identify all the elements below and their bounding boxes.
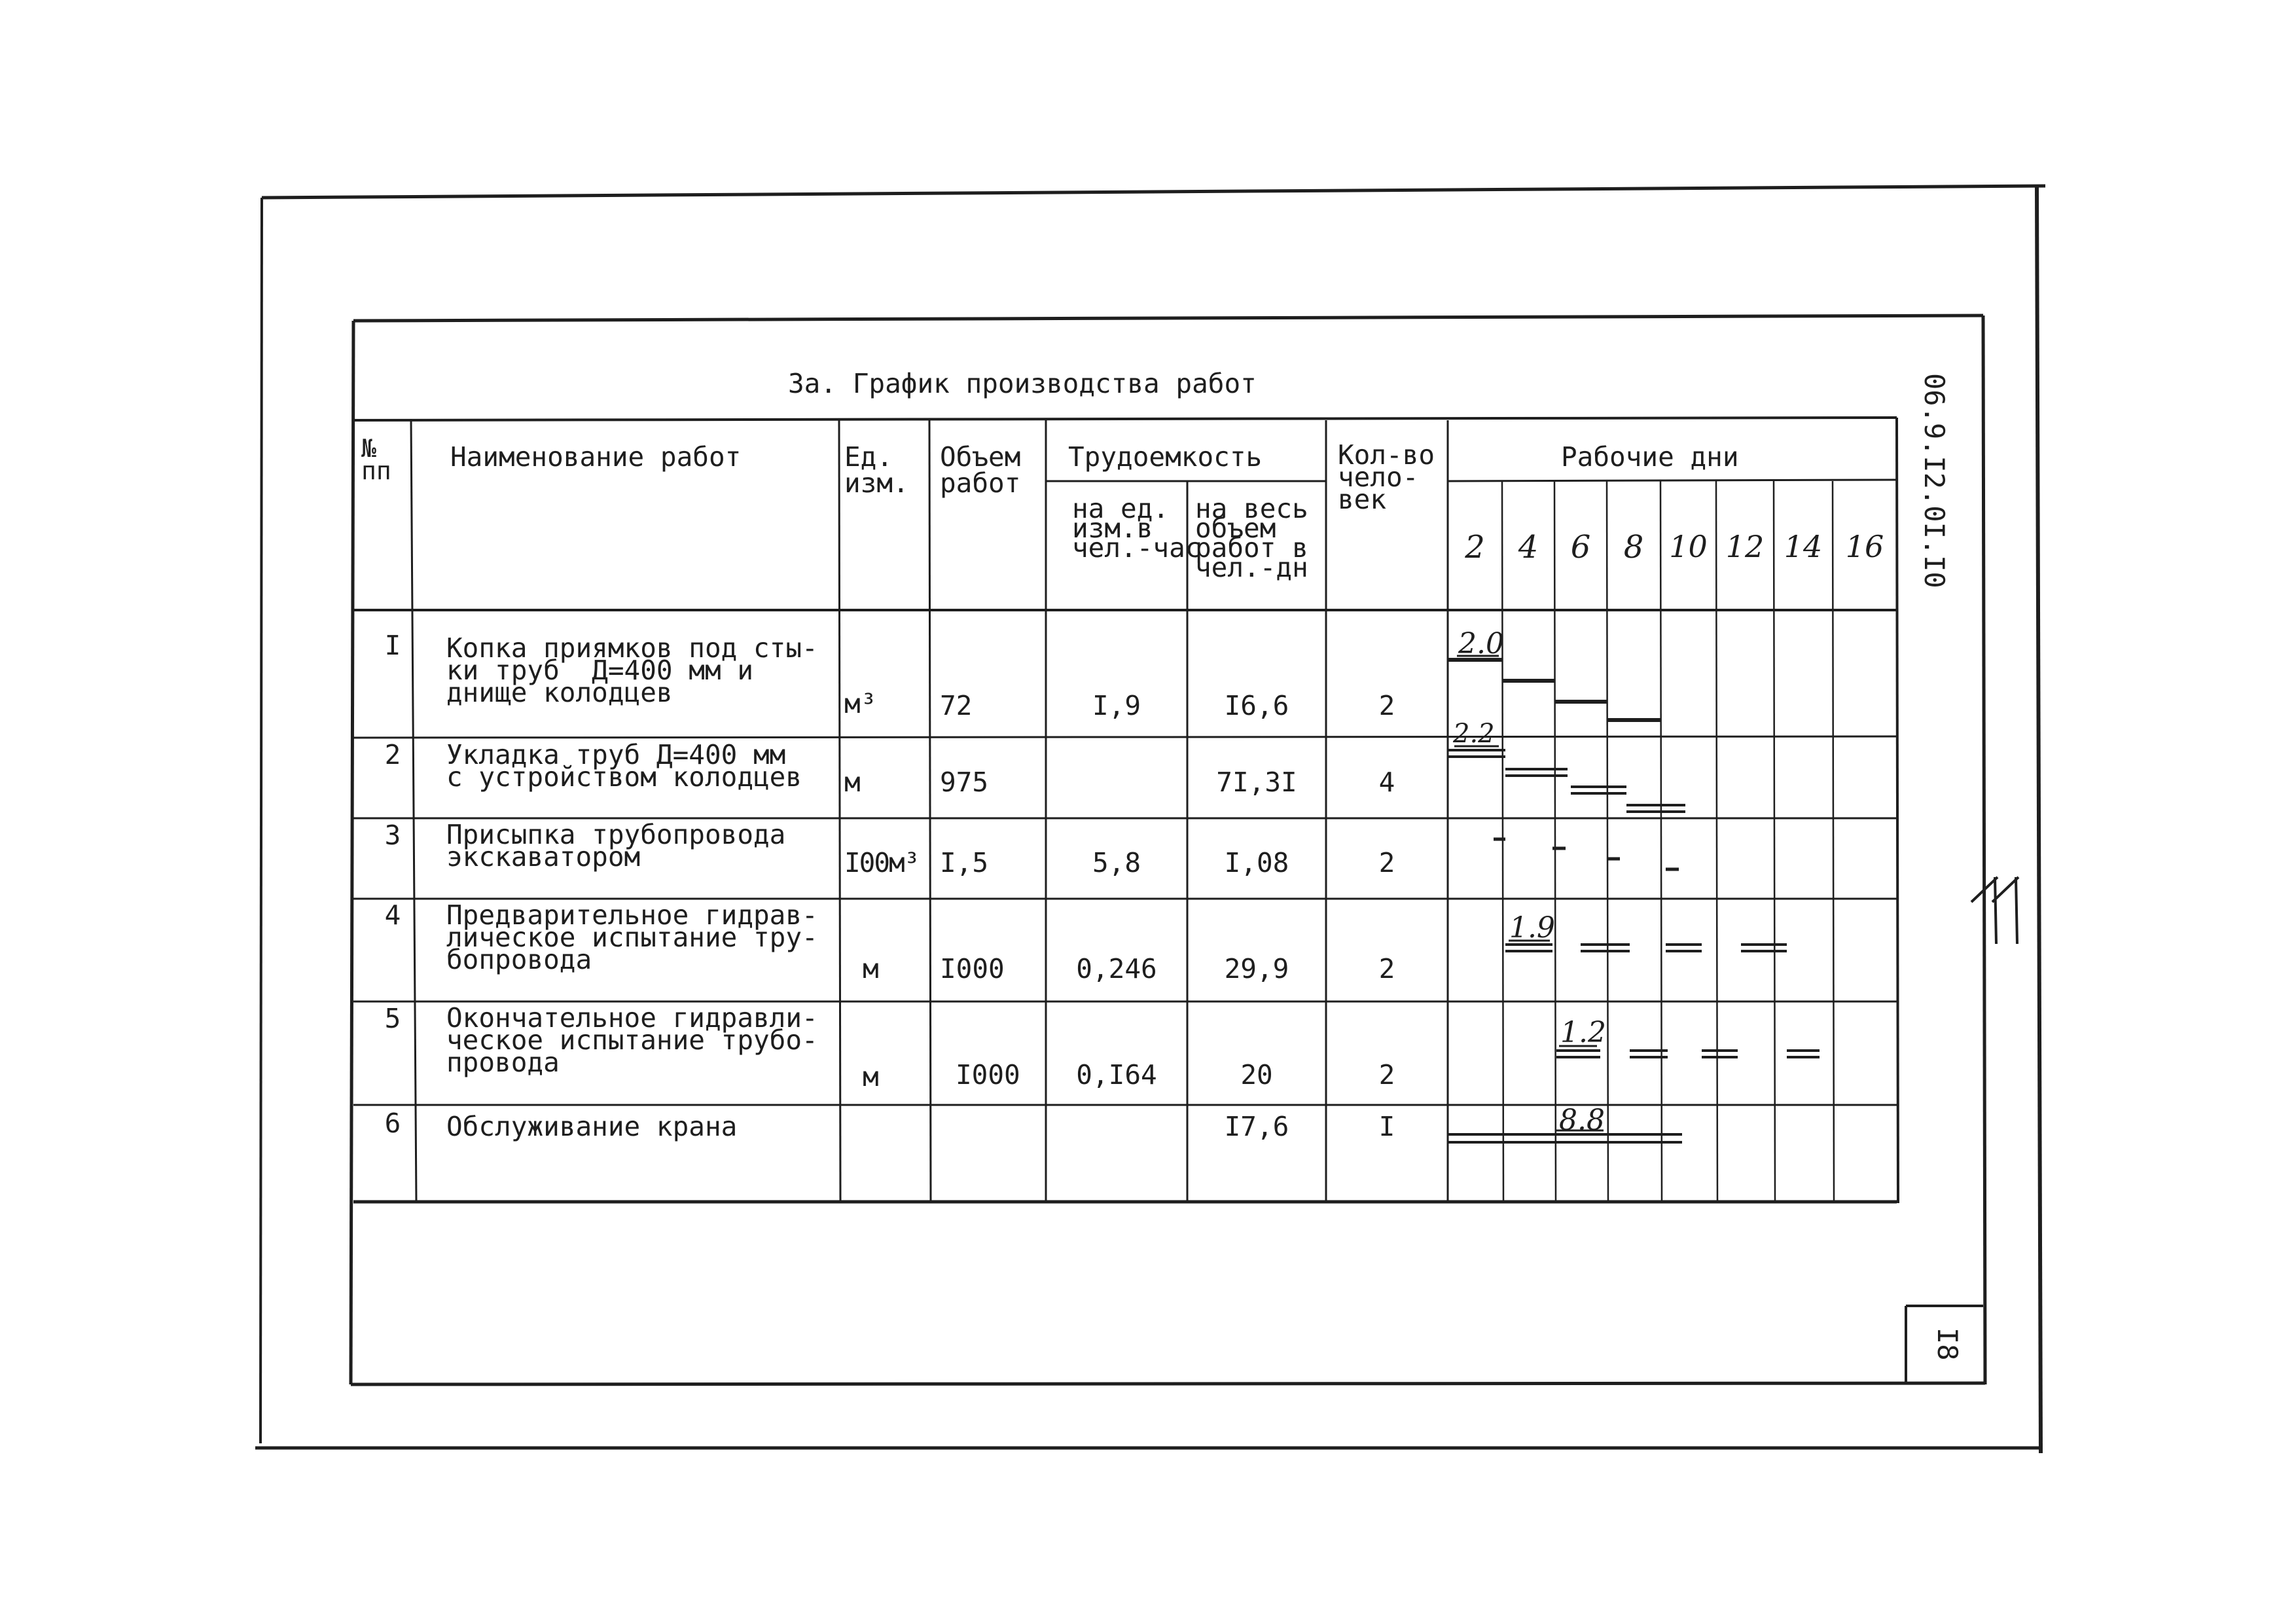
- header-unit: Ед. изм.: [844, 441, 909, 499]
- page-title: 3а. График производства работ: [788, 368, 1257, 399]
- row-num: I: [384, 630, 401, 661]
- gantt-label: 8.8: [1559, 1104, 1605, 1137]
- row-people: 2: [1378, 953, 1395, 984]
- row-labor-total: I,08: [1224, 847, 1289, 878]
- handwritten-mark: [2029, 890, 2030, 891]
- row-volume: I,5: [940, 847, 989, 878]
- row-unit: м: [863, 953, 879, 984]
- row-name: Обслуживание крана: [446, 1111, 738, 1142]
- row-volume: 975: [940, 767, 989, 798]
- day-number: 6: [1570, 529, 1591, 566]
- row-volume: I000: [956, 1059, 1020, 1091]
- day-number: 14: [1784, 529, 1823, 564]
- day-number: 12: [1725, 529, 1765, 564]
- row-labor-total: I7,6: [1224, 1111, 1289, 1142]
- row-unit: м: [844, 767, 861, 798]
- gantt-label: 2.2: [1453, 719, 1495, 749]
- row-num: 5: [384, 1003, 401, 1034]
- row-labor-unit: 5,8: [1092, 847, 1141, 878]
- row-name: Предварительное гидрав- лическое испытание тру- бопровода: [446, 899, 818, 975]
- header-name: Наименование работ: [450, 441, 742, 473]
- row-labor-total: 29,9: [1224, 953, 1289, 984]
- row-num: 4: [384, 899, 401, 931]
- header-people: Кол-во чело- век: [1338, 439, 1435, 515]
- row-labor-unit: I,9: [1092, 690, 1141, 721]
- row-num: 6: [384, 1108, 401, 1139]
- header-labor: Трудоемкость: [1068, 441, 1263, 473]
- row-labor-total: 7I,3I: [1216, 767, 1297, 798]
- row-name: Копка приямков под сты- ки труб Д=400 мм и днище колодцев: [446, 632, 818, 708]
- row-name: Присыпка трубопровода экскаватором: [446, 819, 786, 873]
- gantt-label: 1.2: [1560, 1016, 1606, 1049]
- row-labor-total: I6,6: [1224, 690, 1289, 721]
- row-unit: м: [863, 1061, 879, 1092]
- row-name: Укладка труб Д=400 мм с устройством колодцев: [446, 739, 802, 793]
- row-people: 2: [1378, 690, 1395, 721]
- page-number: I8: [1931, 1327, 1964, 1361]
- day-number: 10: [1669, 529, 1708, 564]
- row-people: 4: [1378, 767, 1395, 798]
- day-number: 16: [1845, 529, 1884, 564]
- row-num: 2: [384, 739, 401, 770]
- row-unit: м³: [844, 688, 877, 719]
- header-labor-total: на весь объем работ в чел.-дн: [1195, 493, 1308, 583]
- row-volume: 72: [940, 690, 973, 721]
- header-num: № пп: [361, 434, 391, 485]
- row-people: 2: [1378, 1059, 1395, 1091]
- row-volume: I000: [940, 953, 1005, 984]
- header-volume: Объем работ: [940, 441, 1021, 499]
- row-people: I: [1378, 1111, 1395, 1142]
- row-people: 2: [1378, 847, 1395, 878]
- header-labor-unit: на ед. изм.в чел.-час: [1072, 493, 1202, 564]
- header-days: Рабочие дни: [1561, 441, 1739, 473]
- document-code: 06.9.I2.0I.I0: [1918, 373, 1950, 588]
- row-labor-total: 20: [1240, 1059, 1273, 1091]
- day-number: 4: [1518, 529, 1539, 566]
- row-name: Окончательное гидравли- ческое испытание трубо- провода: [446, 1002, 818, 1078]
- day-number: 8: [1623, 529, 1644, 566]
- row-labor-unit: 0,246: [1076, 953, 1157, 984]
- gantt-label: 2.0: [1458, 627, 1504, 660]
- day-number: 2: [1465, 529, 1485, 566]
- row-unit: I00м³: [844, 847, 919, 878]
- row-labor-unit: 0,I64: [1076, 1059, 1157, 1091]
- row-num: 3: [384, 820, 401, 851]
- gantt-label: 1.9: [1509, 911, 1555, 945]
